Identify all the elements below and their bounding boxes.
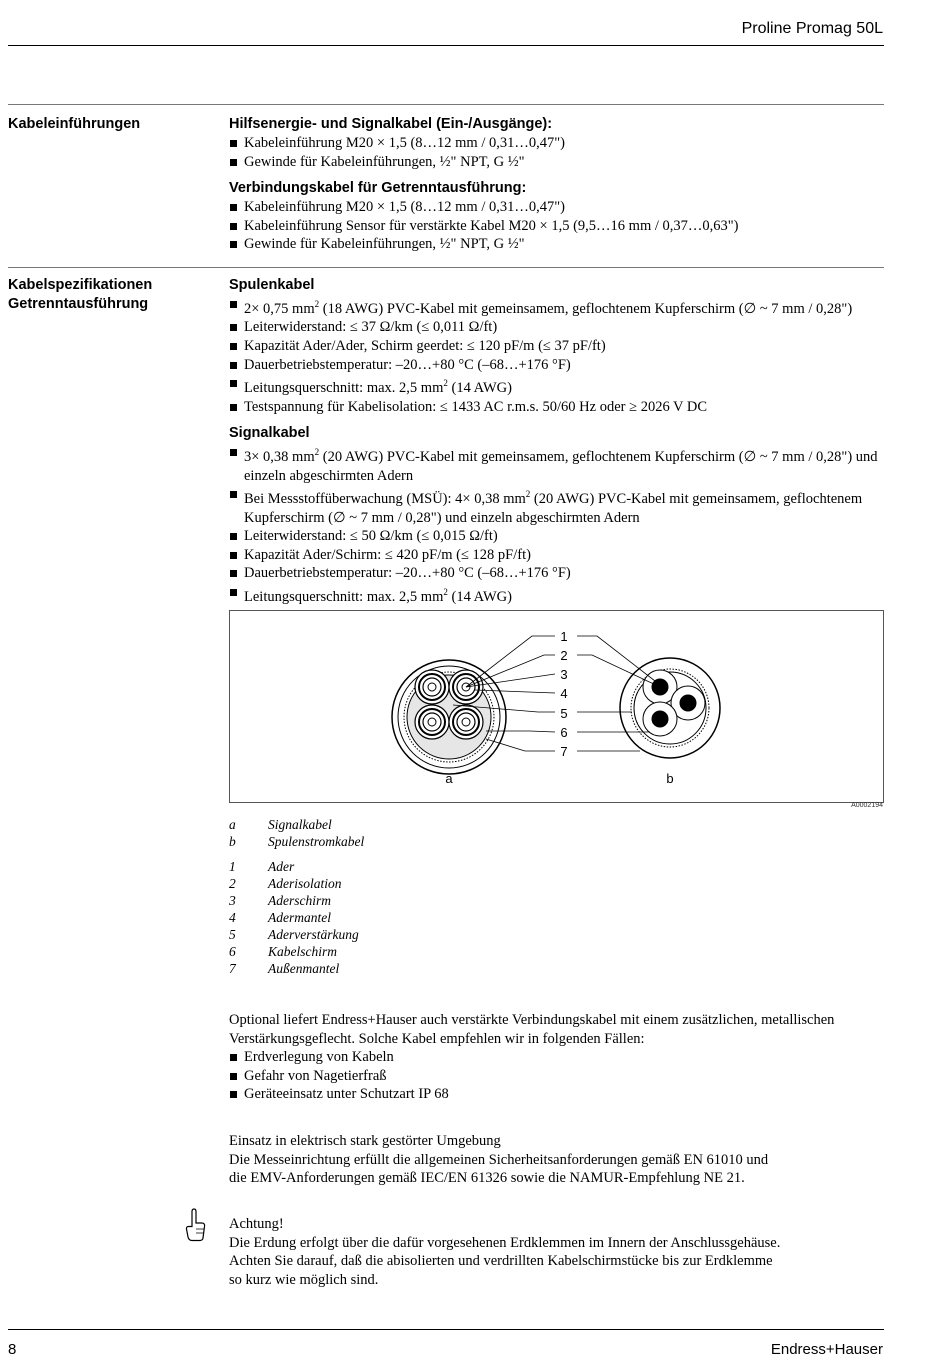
list-item: Gewinde für Kabeleinführungen, ½" NPT, G ½"	[229, 235, 884, 254]
list-item: Bei Messstoffüberwachung (MSÜ): 4× 0,38 $mm^2$ (20 AWG) PVC-Kabel mit gemeinsamem, geflochtenem Kupferschirm (∅ ~ 7 mm / 0,28") und einzeln abgeschirmten Adern	[229, 485, 884, 527]
list-item: Gewinde für Kabeleinführungen, ½" NPT, G ½"	[229, 153, 884, 172]
figure-legend-numbers	[229, 858, 359, 977]
cable-a-signal	[392, 660, 506, 774]
core-ll	[415, 705, 449, 739]
cable-b-coil	[620, 658, 720, 758]
cable-cross-section-figure	[229, 610, 884, 803]
list-item: Leiterwiderstand: ≤ 37 Ω/km (≤ 0,011 Ω/ft)	[229, 318, 884, 337]
group-verbindungskabel	[229, 179, 884, 254]
legend-row: 7 Außenmantel	[229, 961, 340, 976]
list-item: Kabeleinführung Sensor für verstärkte Kabel M20 × 1,5 (9,5…16 mm / 0,37…0,63")	[229, 217, 884, 236]
label-line: Kabelspezifikationen	[8, 277, 153, 293]
group-heading: Verbindungskabel für Getrenntausführung:	[229, 180, 527, 197]
paragraph-text: Optional liefert Endress+Hauser auch verstärkte Verbindungskabel mit einem zusätzlichen, metallischen Verstärkungsgeflecht. Solche Kabel empfehlen wir in folgenden Fällen:	[229, 1012, 835, 1047]
figure-legend-ab	[229, 816, 364, 850]
figure-number-3: 3	[560, 667, 568, 682]
list-item: Kabeleinführung M20 × 1,5 (8…12 mm / 0,31…0,47")	[229, 134, 884, 153]
page-number: 8	[8, 1341, 17, 1358]
section-content-kabelspezifikationen	[229, 276, 884, 606]
group-heading: Signalkabel	[229, 425, 310, 442]
note-heading: Achtung!	[229, 1216, 284, 1232]
list-item: Kapazität Ader/Ader, Schirm geerdet: ≤ 120 pF/m (≤ 37 pF/ft)	[229, 337, 884, 356]
list-item: 3× 0,38 $mm^2$ (20 AWG) PVC-Kabel mit gemeinsamem, geflochtenem Kupferschirm (∅ ~ 7 mm / 0,28") und einzeln abgeschirmten Adern	[229, 443, 884, 485]
figure-number-4: 4	[560, 686, 568, 701]
list-item: Kabeleinführung M20 × 1,5 (8…12 mm / 0,31…0,47")	[229, 198, 884, 217]
group-signalkabel	[229, 424, 884, 606]
figure-number-5: 5	[560, 706, 568, 721]
core-ul	[415, 670, 449, 704]
figure-number-2: 2	[560, 648, 568, 663]
note-achtung: Achtung! Die Erdung erfolgt über die dafür vorgesehenen Erdklemmen im Innern der Anschlussgehäuse. Achten Sie darauf, daß die abisolierten und verdrillten Kabelschirmstücke bis zur Erdklemme so kurz wie möglich sind.	[229, 1215, 884, 1289]
section-label-kabeleinfuehrungen: Kabeleinführungen	[8, 116, 141, 132]
paragraph-emv: Einsatz in elektrisch stark gestörter Umgebung Die Messeinrichtung erfüllt die allgemeinen Sicherheitsanforderungen gemäß EN 61010 und die EMV-Anforderungen gemäß IEC/EN 61326 sowie die NAMUR-Empfehlung NE 21.	[229, 1133, 769, 1187]
list-item: Leiterwiderstand: ≤ 50 Ω/km (≤ 0,015 Ω/ft)	[229, 527, 884, 546]
paragraph-reinforced-cable	[229, 1011, 884, 1104]
group-heading: Spulenkabel	[229, 277, 315, 293]
legend-row: a Signalkabel	[229, 817, 332, 832]
figure-id: A0002194	[851, 802, 883, 809]
header-rule	[8, 45, 884, 46]
list-item: Gefahr von Nagetierfraß	[229, 1067, 884, 1086]
legend-row: 4 Adermantel	[229, 910, 331, 925]
list-item: Leitungsquerschnitt: max. 2,5 $mm^2$ (14 AWG)	[229, 583, 884, 606]
section-content-kabeleinfuehrungen	[229, 115, 884, 254]
figure-number-6: 6	[560, 725, 568, 740]
section-rule	[8, 267, 884, 268]
core-lr	[449, 705, 483, 739]
legend-row: b Spulenstromkabel	[229, 834, 365, 849]
legend-row: 5 Aderverstärkung	[229, 927, 359, 942]
legend-row: 1 Ader	[229, 859, 295, 874]
figure-number-7: 7	[560, 744, 568, 759]
group-heading: Hilfsenergie- und Signalkabel (Ein-/Ausgänge):	[229, 116, 553, 132]
legend-row: 6 Kabelschirm	[229, 944, 337, 959]
list-item: Leitungsquerschnitt: max. 2,5 $mm^2$ (14 AWG)	[229, 374, 884, 397]
footer-rule	[8, 1329, 884, 1330]
group-spulenkabel	[229, 276, 884, 416]
list-item: Dauerbetriebstemperatur: –20…+80 °C (–68…+176 °F)	[229, 356, 884, 375]
cable-diagram	[230, 611, 883, 802]
group-hilfsenergie	[229, 115, 884, 171]
label-line: Getrenntausführung	[8, 296, 149, 312]
pointing-hand-icon	[184, 1207, 208, 1243]
figure-label-b: b	[666, 771, 674, 786]
legend-row: 3 Aderschirm	[229, 893, 331, 908]
page-header-title: Proline Promag 50L	[741, 20, 883, 37]
footer-brand: Endress+Hauser	[770, 1341, 883, 1358]
list-item: 2× 0,75 $mm^2$ (18 AWG) PVC-Kabel mit gemeinsamem, geflochtenem Kupferschirm (∅ ~ 7 mm / 0,28")	[229, 295, 884, 318]
list-item: Testspannung für Kabelisolation: ≤ 1433 AC r.m.s. 50/60 Hz oder ≥ 2026 V DC	[229, 398, 884, 417]
section-rule	[8, 104, 884, 105]
legend-row: 2 Aderisolation	[229, 876, 342, 891]
list-item: Dauerbetriebstemperatur: –20…+80 °C (–68…+176 °F)	[229, 564, 884, 583]
list-item: Erdverlegung von Kabeln	[229, 1048, 884, 1067]
list-item: Geräteeinsatz unter Schutzart IP 68	[229, 1085, 884, 1104]
figure-number-1: 1	[560, 629, 568, 644]
list-item: Kapazität Ader/Schirm: ≤ 420 pF/m (≤ 128 pF/ft)	[229, 546, 884, 565]
section-label-kabelspezifikationen	[8, 276, 152, 314]
figure-label-a: a	[445, 771, 453, 786]
